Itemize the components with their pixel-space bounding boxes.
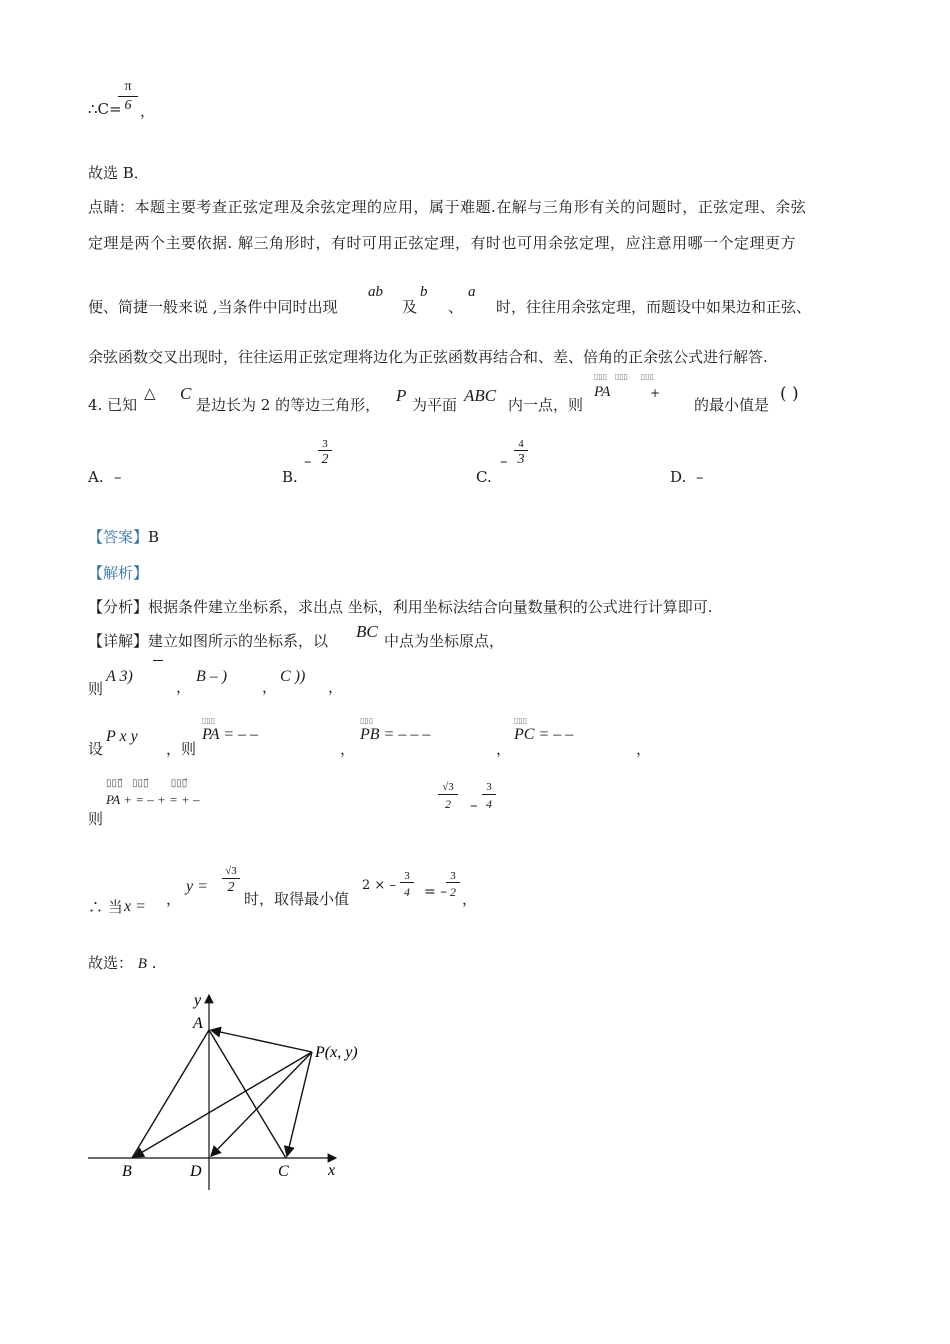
p-label: P(x, y) (315, 1044, 358, 1061)
pi-over-6: $\frac{\pi}{6}$ (118, 78, 138, 115)
c-label: C (278, 1163, 289, 1180)
answer-tag: 【答案】 (88, 528, 149, 546)
xiangjie-text-2: 中点为坐标原点， (384, 632, 505, 650)
choose-b: 故选 B． (88, 164, 149, 182)
analysis-tag: 【解析】 (88, 564, 149, 582)
xiangjie-text: 建立如图所示的坐标系，以 (148, 632, 329, 650)
comment-line-3b: 时，往往用余弦定理，而题设中如果边和正弦、 (496, 298, 812, 316)
symbol-b: b (420, 284, 428, 300)
fenxi-line (88, 596, 713, 617)
therefore-c: ∴C= (88, 100, 122, 118)
side-ac (209, 1030, 286, 1158)
triangle-icon: △ (144, 384, 156, 402)
choose-line (88, 952, 157, 973)
x-equals: x = (124, 898, 146, 915)
option-d-label: D. (670, 468, 687, 486)
comment-line-4: 余弦函数交叉出现时，往往运用正弦定理将边化为正弦函数再结合和、差、倍角的正余弦公式进行解答. (88, 348, 768, 366)
x-label: x (328, 1162, 336, 1179)
coordinate-figure (80, 985, 360, 1200)
side-ab (132, 1030, 209, 1158)
ze-3: 则 (88, 810, 104, 828)
vector-pb (134, 1052, 312, 1157)
b-label: B (122, 1163, 132, 1180)
vector-expression: PA + = – + = + – (106, 792, 200, 807)
comma-7: ， (166, 890, 182, 908)
pa-arrow: ▯▯▯ (202, 716, 216, 725)
symbol-a: a (468, 284, 476, 300)
option-c-minus: – (500, 452, 508, 470)
option-c-fraction: 4 3 (514, 438, 528, 469)
option-b-label: B. (282, 468, 298, 486)
question-text-1: 是边长为 2 的等边三角形， (196, 396, 381, 414)
vector-fraction-2: $\frac{3}{4}$ (482, 780, 496, 813)
dun-mark: 、 (448, 298, 464, 316)
comment-line-3a: 便、简捷一般来说 ,当条件中同时出现 (88, 298, 338, 316)
coord-c: C )) (280, 668, 306, 685)
vector-arrows: ▯▯▯⃗ ▯▯▯⃗ ▯▯▯⃗ (106, 778, 188, 789)
she: 设 (88, 740, 104, 758)
choose-value: B (137, 956, 147, 972)
ze-2: ，则 (166, 740, 197, 758)
d-label: D (190, 1163, 202, 1180)
option-a-label: A. (88, 468, 104, 486)
comma: ， (140, 102, 156, 120)
y-equals: y = (186, 878, 208, 895)
pc-equation: PC = – – (514, 726, 574, 743)
pa-vector: PA (594, 384, 611, 400)
when-text: 时，取得最小值 (244, 890, 350, 908)
result-fraction: $\frac{3}{2}$ (446, 870, 460, 901)
question-text-4: 的最小值是 (694, 396, 770, 414)
option-d-value: – (696, 468, 704, 486)
p-xy: P x y (106, 728, 138, 745)
abc-letters: ABC (464, 386, 497, 405)
c-letter: C (180, 384, 192, 403)
min-expression: 2 × – (362, 878, 396, 893)
min-fraction: $\frac{3}{4}$ (400, 870, 414, 901)
coord-b: B – ) (196, 668, 228, 685)
therefore-when: ∴ 当 (88, 898, 123, 916)
xiangjie-label: 【详解】 (88, 632, 149, 650)
equals-neg: = – (424, 884, 448, 900)
comma-4: ， (340, 740, 356, 758)
and-text: 及 (402, 298, 418, 316)
pa-equation: PA = – – (202, 726, 258, 743)
choose-period: . (151, 954, 157, 972)
vector-pa (211, 1030, 312, 1052)
xiangjie-line (88, 630, 328, 651)
p-letter: P (396, 386, 407, 405)
comma-1: ， (176, 678, 192, 696)
comment-line-2: 定理是两个主要依据. 解三角形时，有时可用正弦定理，有时也可用余弦定理，应注意用哪一个定理更方 (88, 234, 797, 252)
comma-6: ， (636, 740, 652, 758)
question-text-3: 内一点，则 (508, 396, 584, 414)
option-b-minus: – (304, 452, 312, 470)
question-number: 4. 已知 (88, 396, 138, 414)
vector-pc (287, 1052, 312, 1156)
bc-letters: BC (356, 622, 378, 641)
option-c-label: C. (476, 468, 492, 486)
pb-arrow: ▯▯▯ (360, 716, 374, 725)
answer-value: B (148, 528, 160, 546)
question-text-2: 为平面 (412, 396, 458, 414)
y-fraction: √3 2 (222, 864, 240, 897)
coord-a: A 3) (106, 668, 133, 685)
plus-sign: + (650, 386, 661, 400)
option-a-value: – (114, 468, 122, 486)
comma-5: ， (496, 740, 512, 758)
option-b-fraction: 3 2 (318, 438, 332, 469)
ze-1: 则 (88, 680, 104, 698)
sqrt-bar (153, 660, 163, 661)
comma-3: ， (328, 678, 344, 696)
a-label: A (193, 1015, 203, 1032)
fenxi-text: 根据条件建立坐标系，求出点 坐标，利用坐标法结合向量数量积的公式进行计算即可. (148, 598, 713, 616)
pc-arrow: ▯▯▯ (514, 716, 528, 725)
vector-arrow-placeholder: ▯▯▯ ▯▯▯ ▯▯▯ (594, 372, 654, 381)
vector-pd (211, 1052, 312, 1156)
pb-equation: PB = – – – (360, 726, 431, 743)
comma-2: ， (262, 678, 278, 696)
y-label: y (194, 992, 202, 1009)
answer-line (88, 526, 159, 547)
vector-fraction-1: $\frac{√3}{2}$ (438, 780, 458, 813)
answer-paren: ( ) (780, 384, 799, 404)
comment-line-1: 点睛：本题主要考查正弦定理及余弦定理的应用，属于难题.在解与三角形有关的问题时，正弦定理、余弦 (88, 198, 807, 216)
end-comma: ， (462, 890, 478, 908)
symbol-ab: ab (368, 284, 383, 300)
choose-label: 故选： (88, 954, 134, 972)
fenxi-label: 【分析】 (88, 598, 149, 616)
minus-sign: – (470, 796, 478, 814)
